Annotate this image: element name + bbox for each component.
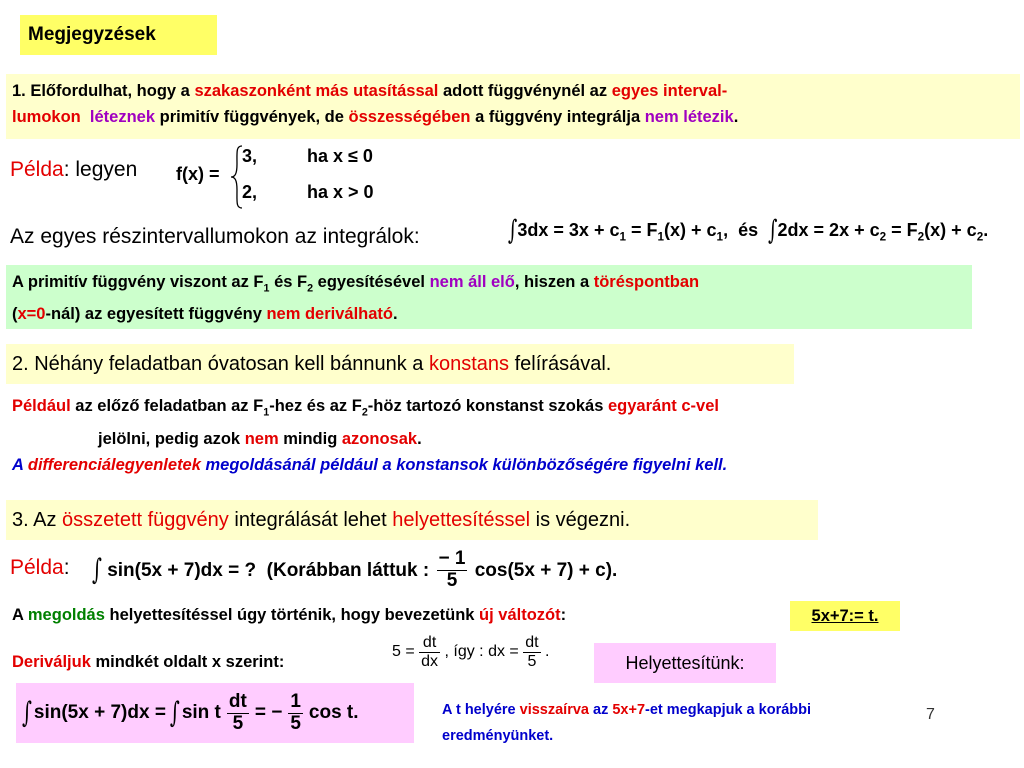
example-highlight: nem <box>244 430 279 449</box>
solution-text <box>12 606 566 625</box>
derive-expr: 5 = <box>392 643 415 661</box>
integral-icon: ∫ <box>92 553 102 587</box>
note-2 <box>6 344 794 384</box>
fraction <box>437 549 468 592</box>
note-1-highlight: nem létezik <box>644 108 734 126</box>
example-text: az előző feladatban az F <box>70 397 264 415</box>
fraction-numerator: 1 <box>290 690 301 712</box>
integral-1-expr: = F <box>625 220 658 240</box>
example-text: . <box>417 430 422 449</box>
derive-expr: , így : dx = <box>444 643 519 661</box>
note-highlight: x=0 <box>17 305 46 324</box>
example-label: Példa <box>10 158 64 181</box>
derive-highlight: Deriváljuk <box>12 653 91 671</box>
note-text: és F <box>269 273 308 291</box>
final-expr: sin t <box>181 702 221 723</box>
example-text: mindig <box>278 430 342 449</box>
subscript: 1 <box>657 230 665 244</box>
note-highlight: töréspontban <box>593 273 700 291</box>
note-text: egyesítésével <box>313 273 430 291</box>
solution-part: : <box>560 606 567 624</box>
diffeq-text: A <box>12 456 28 474</box>
note-2-text: 2. Néhány feladatban óvatosan kell bánnunk a <box>12 353 429 375</box>
integral-icon: ∫ <box>508 214 518 247</box>
integral-1-expr: , <box>723 220 729 240</box>
note-3 <box>6 500 818 540</box>
note-text: ( <box>12 305 18 324</box>
example-3-label <box>10 556 70 580</box>
note-2-highlight: konstans <box>428 353 510 375</box>
fraction-denominator: 5 <box>290 712 301 734</box>
example-1-label <box>10 158 137 182</box>
cos-expr: cos(5x + 7) + c). <box>474 559 618 581</box>
backsub-note <box>442 697 972 749</box>
note-highlight: nem áll elő <box>429 273 515 291</box>
and-word: és <box>738 220 759 240</box>
primitive-note-box <box>6 265 972 329</box>
subscript: 1 <box>716 230 724 244</box>
case-1-value: 3, <box>242 146 258 166</box>
subscript: 1 <box>619 230 626 244</box>
note-1-highlight: egyes interval- <box>611 82 728 100</box>
case-2-value: 2, <box>242 182 258 202</box>
page-number: 7 <box>926 706 935 723</box>
diffeq-note <box>12 456 727 475</box>
backsub-highlight: visszaírva <box>519 702 589 718</box>
subscript: 1 <box>263 406 270 419</box>
solution-part: A <box>12 606 28 624</box>
derive-part: mindkét oldalt x szerint: <box>90 653 285 671</box>
substitute-text: Helyettesítünk <box>625 653 740 673</box>
subscript: 2 <box>976 230 984 244</box>
backsub-text: az <box>588 702 613 718</box>
example-highlight: azonosak <box>341 430 418 449</box>
case-2-condition: ha x > 0 <box>307 182 374 202</box>
example-3-formula <box>92 540 617 600</box>
note-1-text: a függvény integrálja <box>470 108 645 126</box>
earlier-result-text: (Korábban láttuk : <box>266 560 430 581</box>
example-highlight: egyaránt c-vel <box>608 397 719 415</box>
piecewise-function <box>172 142 392 212</box>
example-text: jelölni, pedig azok <box>98 430 245 449</box>
fraction-numerator: dt <box>419 634 440 653</box>
fraction <box>419 634 440 670</box>
note-3-text: is végezni. <box>530 509 631 531</box>
fx-label: f(x) = <box>176 164 220 184</box>
backsub-highlight: 5x+7 <box>612 702 646 718</box>
subscript: 2 <box>917 230 925 244</box>
fraction-denominator: 5 <box>446 570 458 591</box>
example-label: Például <box>12 397 71 415</box>
backsub-text: -et megkapjuk a korábbi <box>645 702 812 718</box>
final-expr: = − <box>254 702 283 723</box>
note-1-text: 1. Előfordulhat, hogy a <box>12 82 195 100</box>
diffeq-text: megoldásánál például a konstansok különbözőségére figyelni kell. <box>200 456 728 474</box>
fraction-denominator: 5 <box>232 712 244 734</box>
note-text: -nál) az egyesített függvény <box>45 305 267 324</box>
final-formula-box <box>16 683 414 743</box>
note-1-highlight: összességében <box>348 108 471 126</box>
example-text: : legyen <box>63 158 138 181</box>
fraction-numerator: − 1 <box>438 548 466 570</box>
example-label: Példa <box>10 556 64 579</box>
note-1-text: adott függvénynél az <box>438 82 612 100</box>
fraction <box>227 692 249 735</box>
note-3-text: 3. Az <box>12 509 63 531</box>
subscript: 2 <box>879 230 887 244</box>
diffeq-highlight: differenciálegyenletek <box>27 456 201 474</box>
integral-2-expr: 2dx = 2x + c <box>777 220 880 240</box>
final-expr: cos t. <box>308 702 359 723</box>
example-text: -hez és az F <box>269 397 362 415</box>
example-text: : <box>63 556 70 579</box>
note-2-text: felírásával. <box>509 353 612 375</box>
derivative-formula <box>392 634 549 670</box>
backsub-text: eredményünket. <box>442 728 554 744</box>
substitution-box: 5x+7:= t. <box>790 601 900 631</box>
example-2 <box>12 393 1012 453</box>
fraction-denominator: dx <box>421 652 439 670</box>
backsub-text: A t helyére <box>442 702 520 718</box>
fraction <box>523 634 540 670</box>
note-highlight: nem deriválható <box>266 305 394 324</box>
note-3-highlight: összetett függvény <box>62 509 229 531</box>
subscript: 2 <box>307 282 314 295</box>
note-3-highlight: helyettesítéssel <box>392 509 531 531</box>
fraction-denominator: 5 <box>527 652 537 670</box>
subscript: 2 <box>361 406 368 419</box>
integral-icon: ∫ <box>169 696 180 730</box>
note-1 <box>6 74 1020 139</box>
note-text: . <box>393 305 398 324</box>
integral-icon: ∫ <box>22 696 32 730</box>
example-text: -höz tartozó konstanst szokás <box>367 397 608 415</box>
derive-expr: . <box>545 643 550 661</box>
final-expr: sin(5x + 7)dx = <box>33 702 166 723</box>
substitute-box <box>594 643 776 683</box>
integral-1-expr: 3dx = 3x + c <box>517 220 620 240</box>
fraction-numerator: dt <box>525 634 539 651</box>
integrals-text: Az egyes részintervallumokon az integrálok: <box>10 225 420 248</box>
integral-2-expr: . <box>983 220 989 240</box>
note-text: A primitív függvény viszont az F <box>12 273 264 291</box>
derive-text <box>12 653 284 672</box>
note-1-text: primitív függvények, de <box>155 108 349 126</box>
fraction <box>288 692 303 735</box>
note-1-highlight: léteznek <box>89 108 156 126</box>
note-1-highlight: szakaszonként más utasítással <box>194 82 439 100</box>
subscript: 1 <box>263 282 270 295</box>
integral-1-expr: (x) + c <box>664 220 717 240</box>
note-1-text: . <box>733 108 739 126</box>
solution-highlight: új változót <box>479 606 561 624</box>
integral-1 <box>508 214 989 247</box>
case-1-condition: ha x ≤ 0 <box>307 146 373 166</box>
fraction-numerator: dt <box>228 690 247 712</box>
solution-highlight: megoldás <box>27 606 105 624</box>
integral-2-expr: (x) + c <box>924 220 977 240</box>
note-1-highlight: lumokon <box>12 108 81 126</box>
substitute-colon: : <box>739 653 745 673</box>
note-3-text: integrálását lehet <box>228 509 393 531</box>
solution-part: helyettesítéssel úgy történik, hogy bevezetünk <box>104 606 480 624</box>
integral-2-expr: = F <box>886 220 918 240</box>
slide-title: Megjegyzések <box>20 15 217 55</box>
integral-icon: ∫ <box>768 214 778 247</box>
note-text: , hiszen a <box>514 273 594 291</box>
integral-expr: sin(5x + 7)dx = ? <box>107 560 257 581</box>
